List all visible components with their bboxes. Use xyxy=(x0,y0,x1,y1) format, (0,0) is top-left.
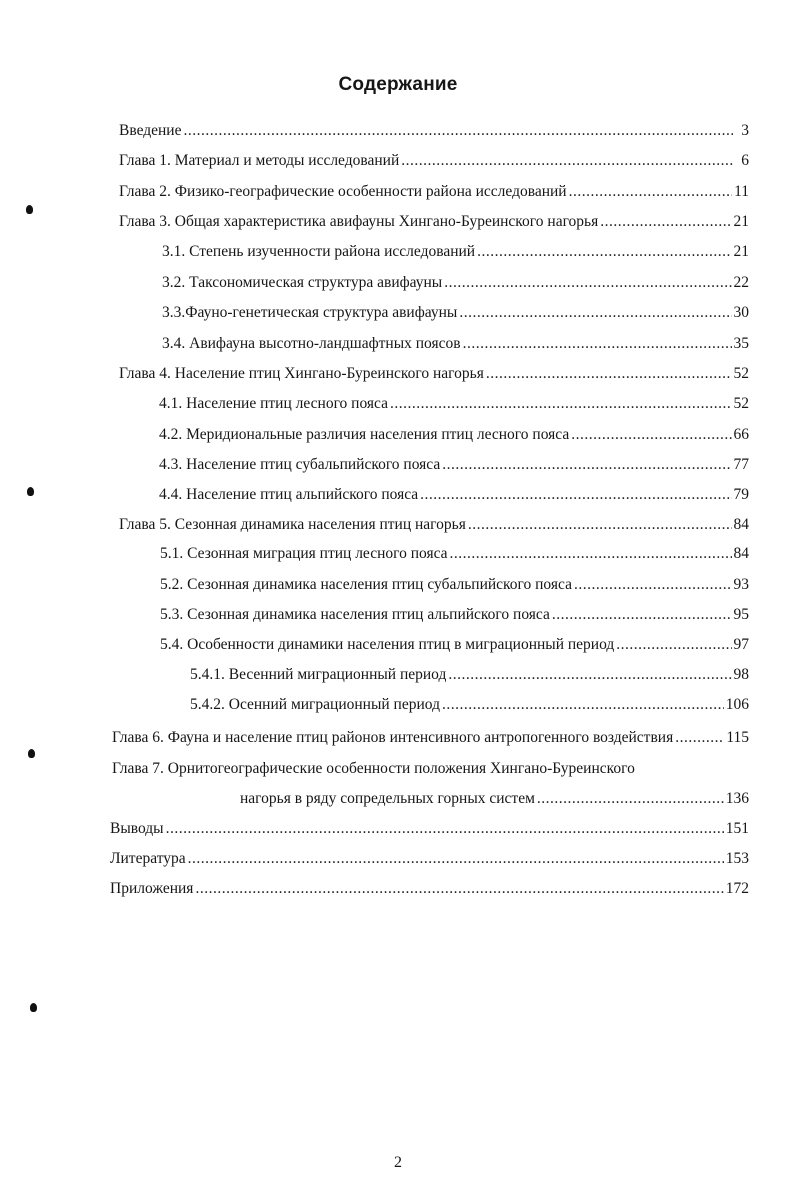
dot-leader xyxy=(188,850,724,868)
dot-leader xyxy=(569,183,732,201)
toc-entry-section-4-3 xyxy=(159,456,749,478)
toc-entry-page: 35 xyxy=(733,335,749,352)
dot-leader xyxy=(195,880,723,898)
toc-entry-label: Глава 6. Фауна и население птиц районов интенсивного антропогенного воздействия xyxy=(112,729,674,746)
toc-entry-section-5-4-2 xyxy=(190,696,749,718)
dot-leader xyxy=(459,304,731,322)
toc-entry-label: 4.2. Меридиональные различия населения птиц лесного пояса xyxy=(159,426,570,443)
toc-entry-label: нагорья в ряду сопредельных горных систем xyxy=(240,790,535,807)
binding-hole-mark xyxy=(27,487,34,496)
dot-leader xyxy=(183,122,733,140)
toc-entry-page: 11 xyxy=(734,183,749,200)
toc-entry-label: 3.1. Степень изученности района исследований xyxy=(162,243,476,260)
toc-entry-section-3-3 xyxy=(162,304,749,326)
toc-entry-section-4-2 xyxy=(159,426,749,448)
toc-entry-label: 3.4. Авифауна высотно-ландшафтных поясов xyxy=(162,335,461,352)
toc-entry-chapter-4 xyxy=(119,365,749,387)
page-number: 2 xyxy=(394,1154,402,1171)
toc-entry-section-5-4-1 xyxy=(190,666,749,688)
toc-entry-introduction xyxy=(119,122,749,144)
toc-entry-page: 77 xyxy=(733,456,749,473)
dot-leader xyxy=(616,636,731,654)
toc-entry-section-3-2 xyxy=(162,274,749,296)
toc-entry-section-5-4 xyxy=(160,636,749,658)
toc-entry-label: 4.1. Население птиц лесного пояса xyxy=(159,395,388,412)
toc-entry-chapter-1 xyxy=(119,152,749,174)
toc-entry-label: 5.1. Сезонная миграция птиц лесного пояса xyxy=(160,545,448,562)
toc-entry-label: Глава 2. Физико-географические особенности района исследований xyxy=(119,183,567,200)
dot-leader xyxy=(574,576,732,594)
toc-entry-chapter-7-line-2 xyxy=(240,790,749,812)
toc-entry-label: Глава 1. Материал и методы исследований xyxy=(119,152,400,169)
toc-entry-page: 79 xyxy=(733,486,749,503)
toc-entry-chapter-7-line-1: Глава 7. Орнитогеографические особенности положения Хингано-Буреинского xyxy=(112,760,635,777)
toc-entry-label: 4.4. Население птиц альпийского пояса xyxy=(159,486,419,503)
toc-entry-page: 21 xyxy=(733,213,749,230)
toc-entry-page: 22 xyxy=(733,274,749,291)
toc-entry-page: 6 xyxy=(741,152,749,169)
toc-entry-chapter-2 xyxy=(119,183,749,205)
dot-leader xyxy=(537,790,724,808)
dot-leader xyxy=(390,395,732,413)
toc-entry-section-4-4 xyxy=(159,486,749,508)
dot-leader xyxy=(448,666,731,684)
toc-entry-page: 93 xyxy=(733,576,749,593)
toc-entry-label: Литература xyxy=(110,850,186,867)
toc-entry-page: 153 xyxy=(725,850,749,867)
dot-leader xyxy=(463,335,732,353)
toc-entry-label: Глава 5. Сезонная динамика населения птиц нагорья xyxy=(119,516,466,533)
toc-entry-label: Введение xyxy=(119,122,182,139)
dot-leader xyxy=(675,729,724,747)
toc-entry-label: Приложения xyxy=(110,880,194,897)
dot-leader xyxy=(166,820,724,838)
toc-entry-page: 52 xyxy=(733,395,749,412)
dot-leader xyxy=(420,486,731,504)
dot-leader xyxy=(600,213,731,231)
toc-entry-section-5-1 xyxy=(160,545,749,567)
toc-entry-label: Выводы xyxy=(110,820,164,837)
toc-entry-page: 84 xyxy=(733,516,749,533)
dot-leader xyxy=(444,274,731,292)
binding-hole-mark xyxy=(26,205,33,214)
toc-entry-appendices xyxy=(110,880,749,902)
page-title: Содержание xyxy=(338,74,458,95)
toc-entry-label: Глава 4. Население птиц Хингано-Буреинского нагорья xyxy=(119,365,484,382)
toc-entry-page: 95 xyxy=(733,606,749,623)
toc-entry-label: 5.4.1. Весенний миграционный период xyxy=(190,666,447,683)
toc-entry-page: 84 xyxy=(733,545,749,562)
toc-entry-label: 3.2. Таксономическая структура авифауны xyxy=(162,274,443,291)
dot-leader xyxy=(571,426,731,444)
toc-entry-page: 30 xyxy=(733,304,749,321)
toc-entry-chapter-3 xyxy=(119,213,749,235)
toc-entry-label: 5.4. Особенности динамики населения птиц в миграционный период xyxy=(160,636,615,653)
toc-entry-page: 98 xyxy=(733,666,749,683)
dot-leader xyxy=(442,696,724,714)
dot-leader xyxy=(552,606,732,624)
toc-entry-chapter-6 xyxy=(112,729,749,751)
toc-entry-literature xyxy=(110,850,749,872)
toc-entry-page: 3 xyxy=(741,122,749,139)
toc-entry-label: Глава 3. Общая характеристика авифауны Хингано-Буреинского нагорья xyxy=(119,213,599,230)
dot-leader xyxy=(401,152,733,170)
toc-entry-page: 136 xyxy=(725,790,749,807)
toc-entry-section-3-4 xyxy=(162,335,749,357)
toc-entry-section-3-1 xyxy=(162,243,749,265)
toc-entry-page: 106 xyxy=(725,696,749,713)
toc-entry-chapter-5 xyxy=(119,516,749,538)
dot-leader xyxy=(486,365,732,383)
toc-entry-section-5-3 xyxy=(160,606,749,628)
toc-entry-section-5-2 xyxy=(160,576,749,598)
toc-entry-label: 5.3. Сезонная динамика населения птиц альпийского пояса xyxy=(160,606,550,623)
toc-entry-page: 97 xyxy=(733,636,749,653)
dot-leader xyxy=(477,243,731,261)
dot-leader xyxy=(468,516,732,534)
toc-entry-page: 172 xyxy=(725,880,749,897)
toc-entry-page: 21 xyxy=(733,243,749,260)
toc-entry-page: 151 xyxy=(725,820,749,837)
toc-entry-conclusions xyxy=(110,820,749,842)
toc-entry-page: 66 xyxy=(733,426,749,443)
dot-leader xyxy=(442,456,731,474)
toc-entry-label: 5.2. Сезонная динамика населения птиц субальпийского пояса xyxy=(160,576,572,593)
toc-entry-page: 115 xyxy=(726,729,749,746)
dot-leader xyxy=(450,545,732,563)
toc-entry-label: 4.3. Население птиц субальпийского пояса xyxy=(159,456,441,473)
toc-entry-label: 3.3.Фауно-генетическая структура авифауны xyxy=(162,304,458,321)
toc-entry-label: 5.4.2. Осенний миграционный период xyxy=(190,696,440,713)
toc-entry-section-4-1 xyxy=(159,395,749,417)
binding-hole-mark xyxy=(28,749,35,758)
toc-entry-page: 52 xyxy=(733,365,749,382)
binding-hole-mark xyxy=(30,1003,37,1012)
